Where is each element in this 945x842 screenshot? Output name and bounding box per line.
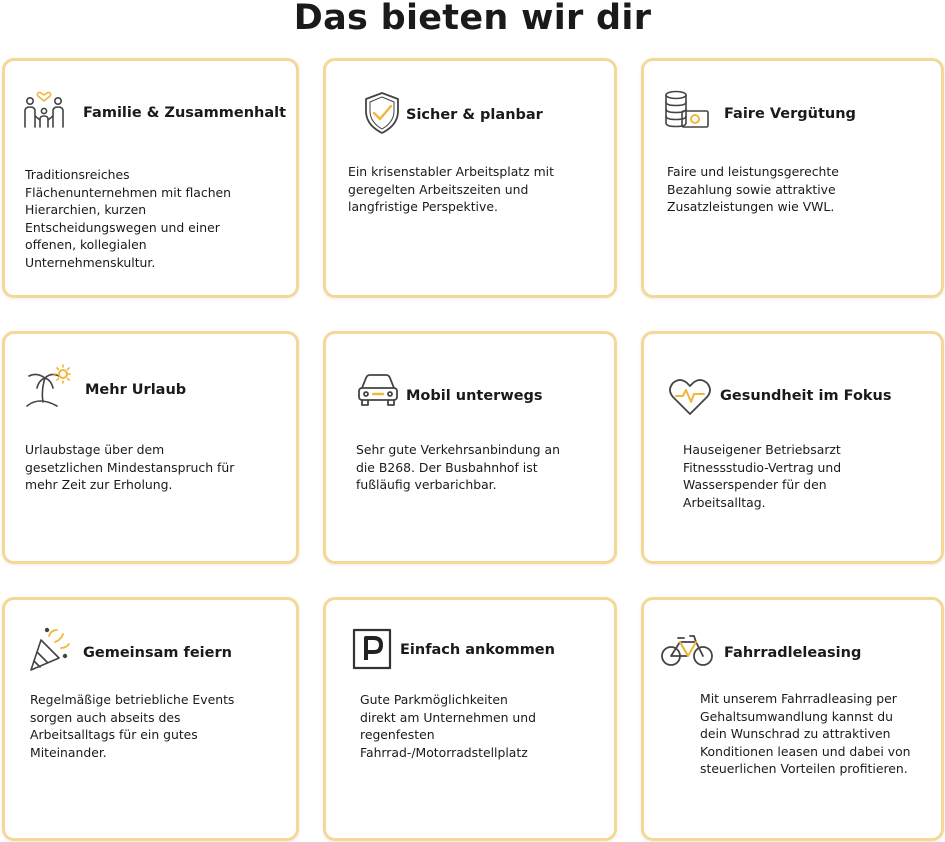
card-text [348,163,554,216]
page-title: Das bieten wir dir [293,0,652,38]
card-text [25,441,234,494]
text-line: offenen, kollegialen [25,237,147,252]
card-title: Gesundheit im Fokus [720,388,892,404]
car-icon [354,366,402,414]
text-line: Faire und leistungsgerechte [667,164,839,179]
text-line: langfristige Perspektive. [348,199,498,214]
text-line: Regelmäßige betriebliche Events [30,692,235,707]
benefit-card-family [2,58,299,298]
bicycle-icon [660,628,714,670]
text-line: direkt am Unternehmen und [360,709,536,725]
card-title: Mehr Urlaub [85,382,187,398]
benefit-card-pay [641,58,944,298]
text-line: fußläufig verbarichbar. [356,477,497,492]
benefit-card-mobility [323,331,617,564]
text-line: Hauseigener Betriebsarzt [683,442,841,457]
card-title: Familie & Zusammenhalt [83,105,287,121]
card-title: Fahrradleleasing [724,645,862,661]
family-icon [21,89,69,137]
text-line: Sehr gute Verkehrsanbindung an [356,442,560,457]
card-title: Einfach ankommen [400,642,555,658]
text-line: Wasserspender für den [683,477,827,492]
text-line: Zusatzleistungen wie VWL. [667,199,835,214]
benefit-card-bike [641,597,944,841]
card-text [30,691,234,761]
text-line: Arbeitsalltags für ein gutes [30,727,198,742]
text-line: Hierarchien, kurzen [25,202,147,217]
benefit-card-celebrate [2,597,299,841]
card-text [25,166,231,271]
text-line: Flächenunternehmen mit flachen [25,184,232,200]
card-title: Gemeinsam feiern [83,645,232,661]
text-line: Konditionen leasen und dabei von [700,743,911,759]
card-title: Mobil unterwegs [406,388,543,404]
text-line: Fahrrad-/Motorradstellplatz [360,744,528,760]
text-line: dein Wunschrad zu attraktiven [700,726,891,741]
card-title: Faire Vergütung [724,106,856,122]
text-line: geregelten Arbeitszeiten und [348,181,529,197]
card-title: Sicher & planbar [406,107,543,123]
text-line: Ein krisenstabler Arbeitsplatz mit [348,164,554,179]
benefit-card-health [641,331,944,564]
text-line: Miteinander. [30,744,107,760]
shield-check-icon [358,89,406,137]
text-line: Gehaltsumwandlung kannst du [700,708,893,724]
text-line: Fitnessstudio-Vertrag und [683,459,842,475]
party-popper-icon [25,626,73,674]
card-text [360,691,536,761]
text-line: die B268. Der Busbahnhof ist [356,459,538,475]
card-text [667,163,839,216]
text-line: Bezahlung sowie attraktive [667,181,836,197]
benefit-card-vacation [2,331,299,564]
text-line: mehr Zeit zur Erholung. [25,477,173,492]
card-text [356,441,560,494]
benefit-card-parking [323,597,617,841]
text-line: regenfesten [360,727,435,742]
text-line: Urlaubstage über dem [25,442,165,457]
text-line: Gute Parkmöglichkeiten [360,692,508,707]
text-line: gesetzlichen Mindestanspruch für [25,459,235,475]
palm-island-icon [23,362,71,410]
card-text [700,690,911,778]
text-line: Entscheidungswegen und einer [25,219,220,235]
text-line: Traditionsreiches [25,167,130,182]
card-text [683,441,841,511]
money-coins-icon [662,87,710,135]
parking-icon [352,628,392,670]
heart-pulse-icon [666,372,714,420]
text-line: Unternehmenskultur. [25,254,156,270]
text-line: Arbeitsalltag. [683,494,766,510]
text-line: Mit unserem Fahrradleasing per [700,691,897,706]
text-line: steuerlichen Vorteilen profitieren. [700,761,908,776]
benefit-card-security [323,58,617,298]
text-line: sorgen auch abseits des [30,709,181,725]
